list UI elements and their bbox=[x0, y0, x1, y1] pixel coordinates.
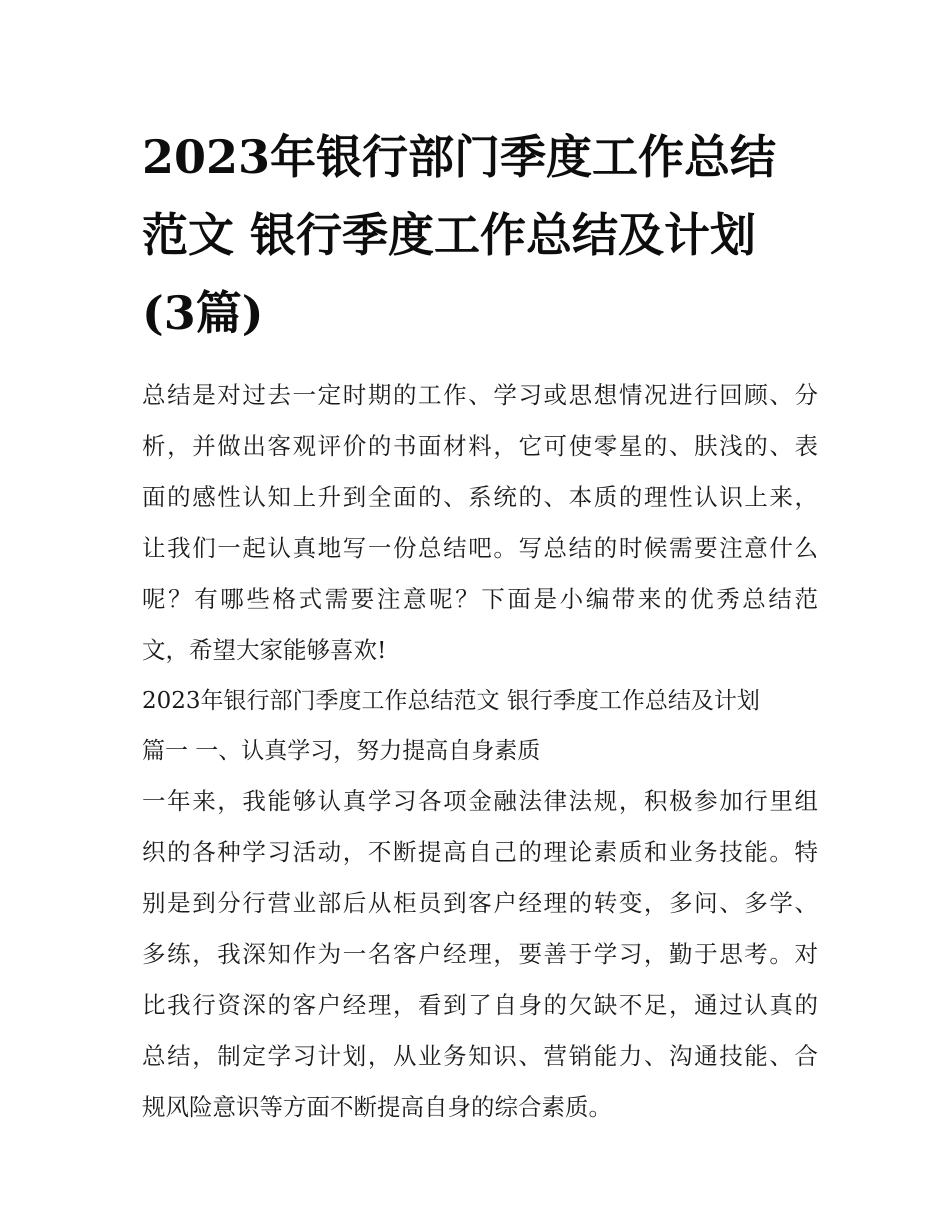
title-line: 范文 银行季度工作总结及计划 bbox=[142, 208, 757, 262]
paragraph-line: 析，并做出客观评价的书面材料，它可使零星的、肤浅的、表 bbox=[142, 432, 818, 460]
paragraph-line: 呢？有哪些格式需要注意呢？下面是小编带来的优秀总结范 bbox=[142, 585, 818, 613]
paragraph-line: 一年来，我能够认真学习各项金融法律法规，积极参加行里组 bbox=[142, 787, 818, 815]
paragraph-line: 规风险意识等方面不断提高自身的综合素质。 bbox=[142, 1093, 612, 1121]
paragraph-line: 织的各种学习活动，不断提高自己的理论素质和业务技能。特 bbox=[142, 838, 818, 866]
document-body bbox=[142, 370, 818, 1133]
document-page bbox=[142, 118, 818, 1133]
body-paragraph bbox=[142, 776, 818, 1133]
paragraph-line: 总结是对过去一定时期的工作、学习或思想情况进行回顾、分 bbox=[142, 381, 818, 409]
section-heading bbox=[142, 676, 818, 776]
section-heading-line: 2023年银行部门季度工作总结范文 银行季度工作总结及计划 bbox=[142, 688, 760, 714]
paragraph-line: 比我行资深的客户经理，看到了自身的欠缺不足，通过认真的 bbox=[142, 991, 818, 1019]
section-heading-line: 篇一 一、认真学习，努力提高自身素质 bbox=[142, 738, 541, 764]
document-title bbox=[142, 118, 818, 352]
intro-paragraph bbox=[142, 370, 818, 676]
paragraph-line: 总结，制定学习计划，从业务知识、营销能力、沟通技能、合 bbox=[142, 1042, 818, 1070]
paragraph-line: 别是到分行营业部后从柜员到客户经理的转变，多问、多学、 bbox=[142, 889, 818, 917]
title-line: (3篇) bbox=[142, 286, 264, 340]
title-line: 2023年银行部门季度工作总结 bbox=[142, 130, 777, 184]
paragraph-line: 文，希望大家能够喜欢! bbox=[142, 636, 387, 664]
paragraph-line: 多练，我深知作为一名客户经理，要善于学习，勤于思考。对 bbox=[142, 940, 818, 968]
paragraph-line: 让我们一起认真地写一份总结吧。写总结的时候需要注意什么 bbox=[142, 534, 818, 562]
paragraph-line: 面的感性认知上升到全面的、系统的、本质的理性认识上来， bbox=[142, 483, 818, 511]
